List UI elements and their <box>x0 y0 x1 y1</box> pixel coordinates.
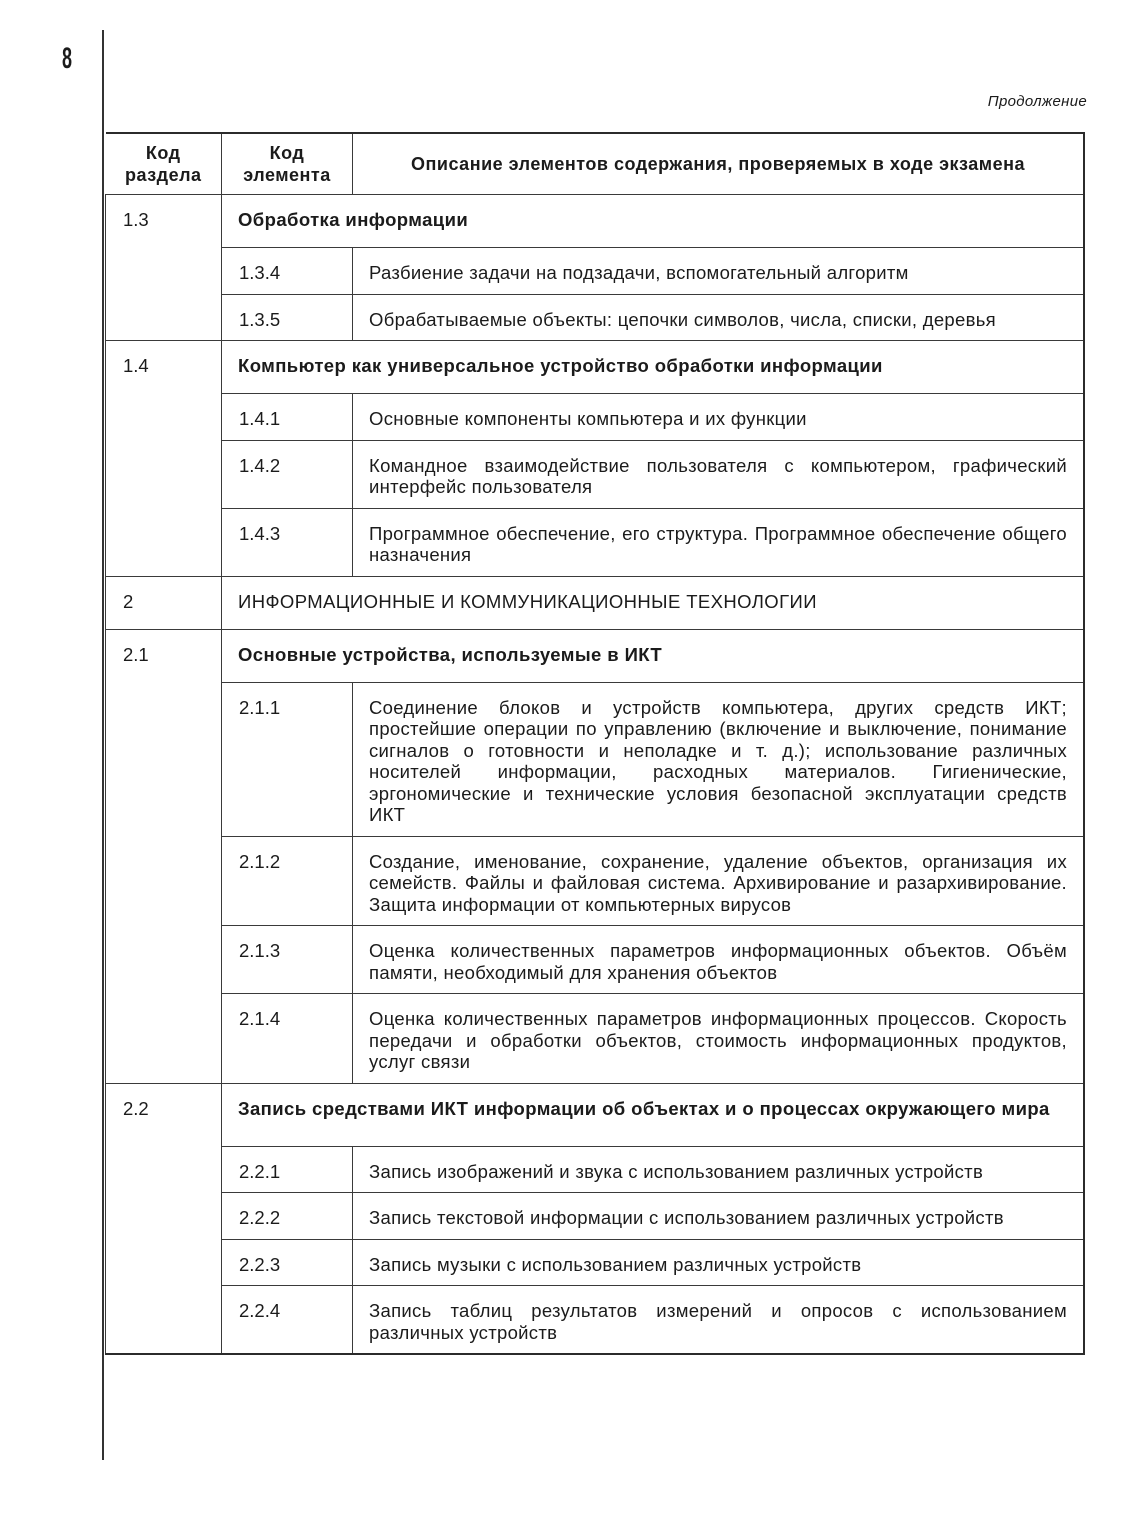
element-description: Разбиение задачи на подзадачи, вспомогательный алгоритм <box>353 248 1085 295</box>
element-description: Обрабатываемые объекты: цепочки символов, числа, списки, деревья <box>353 294 1085 341</box>
header-description: Описание элементов содержания, проверяемых в ходе экзамена <box>353 133 1085 195</box>
section-title: Обработка информации <box>222 195 1085 248</box>
element-row <box>106 1239 1085 1286</box>
section-code: 1.3 <box>106 195 222 341</box>
element-code: 2.2.2 <box>222 1193 353 1240</box>
element-row <box>106 394 1085 441</box>
element-code: 1.4.3 <box>222 508 353 576</box>
content-table <box>105 132 1085 1355</box>
page-number: 8 <box>62 42 73 75</box>
element-description: Запись текстовой информации с использованием различных устройств <box>353 1193 1085 1240</box>
section-code: 2 <box>106 576 222 629</box>
element-description: Основные компоненты компьютера и их функции <box>353 394 1085 441</box>
element-row <box>106 294 1085 341</box>
element-row <box>106 440 1085 508</box>
element-code: 2.1.2 <box>222 836 353 926</box>
section-row <box>106 629 1085 682</box>
section-title: Запись средствами ИКТ информации об объектах и о процессах окружающего мира <box>222 1083 1085 1146</box>
element-description: Запись музыки с использованием различных устройств <box>353 1239 1085 1286</box>
element-description: Оценка количественных параметров информационных объектов. Объём памяти, необходимый для хранения объектов <box>353 926 1085 994</box>
element-description: Оценка количественных параметров информационных процессов. Скорость передачи и обработки объектов, стоимость информационных продуктов, услуг связи <box>353 994 1085 1084</box>
element-row <box>106 1146 1085 1193</box>
section-code: 2.2 <box>106 1083 222 1354</box>
section-row <box>106 195 1085 248</box>
element-description: Соединение блоков и устройств компьютера, других средств ИКТ; простейшие операции по управлению (включение и выключение, понимание сигналов о готовности и неполадке и т. д.); использование различных носителей информации, расходных материалов. Гигиенические, эргономические и технические условия безопасной эксплуатации средств ИКТ <box>353 682 1085 836</box>
element-row <box>106 508 1085 576</box>
element-row <box>106 926 1085 994</box>
element-code: 2.2.4 <box>222 1286 353 1355</box>
section-code: 2.1 <box>106 629 222 1083</box>
header-section-code: Код раздела <box>106 133 222 195</box>
continuation-label: Продолжение <box>987 93 1087 110</box>
element-row <box>106 994 1085 1084</box>
element-code: 1.3.5 <box>222 294 353 341</box>
section-row <box>106 1083 1085 1146</box>
element-code: 2.2.1 <box>222 1146 353 1193</box>
element-row <box>106 836 1085 926</box>
element-code: 1.4.2 <box>222 440 353 508</box>
element-description: Командное взаимодействие пользователя с компьютером, графический интерфейс пользователя <box>353 440 1085 508</box>
element-description: Запись изображений и звука с использованием различных устройств <box>353 1146 1085 1193</box>
element-code: 2.1.1 <box>222 682 353 836</box>
element-description: Программное обеспечение, его структура. Программное обеспечение общего назначения <box>353 508 1085 576</box>
section-title: Компьютер как универсальное устройство обработки информации <box>222 341 1085 394</box>
header-element-code: Код элемента <box>222 133 353 195</box>
element-code: 1.4.1 <box>222 394 353 441</box>
section-title: Основные устройства, используемые в ИКТ <box>222 629 1085 682</box>
element-row <box>106 1193 1085 1240</box>
element-row <box>106 248 1085 295</box>
element-code: 2.1.3 <box>222 926 353 994</box>
section-row <box>106 576 1085 629</box>
element-code: 2.1.4 <box>222 994 353 1084</box>
element-description: Запись таблиц результатов измерений и опросов с использованием различных устройств <box>353 1286 1085 1355</box>
element-row <box>106 682 1085 836</box>
section-code: 1.4 <box>106 341 222 577</box>
margin-rule <box>102 30 104 1460</box>
section-title: ИНФОРМАЦИОННЫЕ И КОММУНИКАЦИОННЫЕ ТЕХНОЛОГИИ <box>222 576 1085 629</box>
header-row <box>106 133 1085 195</box>
element-code: 1.3.4 <box>222 248 353 295</box>
section-row <box>106 341 1085 394</box>
element-row <box>106 1286 1085 1355</box>
element-description: Создание, именование, сохранение, удаление объектов, организация их семейств. Файлы и файловая система. Архивирование и разархивирование. Защита информации от компьютерных вирусов <box>353 836 1085 926</box>
element-code: 2.2.3 <box>222 1239 353 1286</box>
